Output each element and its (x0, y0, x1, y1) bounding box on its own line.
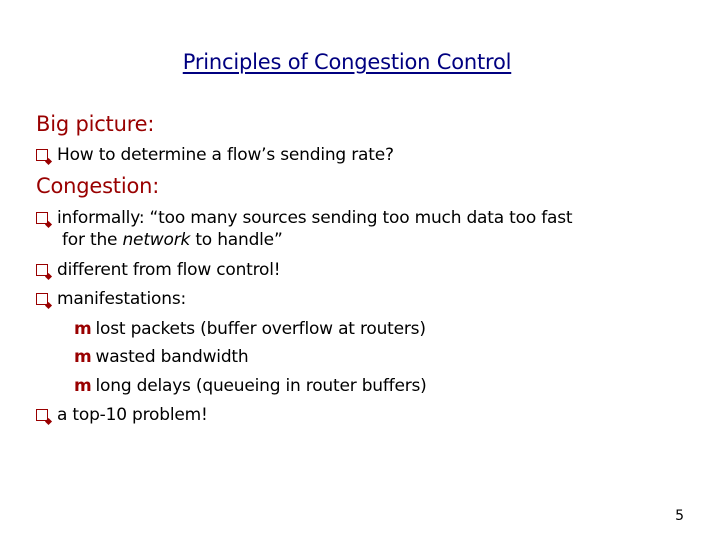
bullet-text: How to determine a flow’s sending rate? (57, 145, 394, 165)
continuation-text: to handle” (190, 230, 283, 250)
sub-bullet-lost-packets (74, 318, 426, 340)
bullet-continuation (36, 229, 572, 251)
sub-bullet-text: wasted bandwidth (95, 347, 249, 367)
square-bullet-icon (36, 264, 48, 276)
sub-bullet-wasted-bandwidth (74, 346, 248, 368)
square-bullet-icon (36, 409, 48, 421)
bullet-manifestations (36, 288, 186, 310)
m-bullet-icon: m (74, 376, 92, 396)
bullet-text: informally: “too many sources sending too much data too fast (57, 208, 573, 228)
bullet-text: manifestations: (57, 289, 187, 309)
m-bullet-icon: m (74, 347, 92, 367)
sub-bullet-text: long delays (queueing in router buffers) (95, 376, 427, 396)
continuation-text: for the (62, 230, 123, 250)
bullet-text: a top-10 problem! (57, 405, 208, 425)
sub-bullet-long-delays (74, 375, 427, 397)
sub-bullet-text: lost packets (buffer overflow at routers) (95, 319, 426, 339)
big-picture-heading: Big picture: (36, 112, 155, 136)
square-bullet-icon (36, 293, 48, 305)
m-bullet-icon: m (74, 319, 92, 339)
emphasized-network: network (122, 230, 191, 250)
bullet-text: different from flow control! (57, 260, 281, 280)
square-bullet-icon (36, 212, 48, 224)
bullet-flow-control (36, 259, 280, 281)
page-number: 5 (675, 508, 684, 524)
bullet-sending-rate (36, 144, 394, 166)
bullet-informally (36, 207, 572, 251)
square-bullet-icon (36, 149, 48, 161)
bullet-top10 (36, 404, 208, 426)
congestion-heading: Congestion: (36, 174, 160, 198)
slide-title: Principles of Congestion Control (182, 50, 512, 74)
